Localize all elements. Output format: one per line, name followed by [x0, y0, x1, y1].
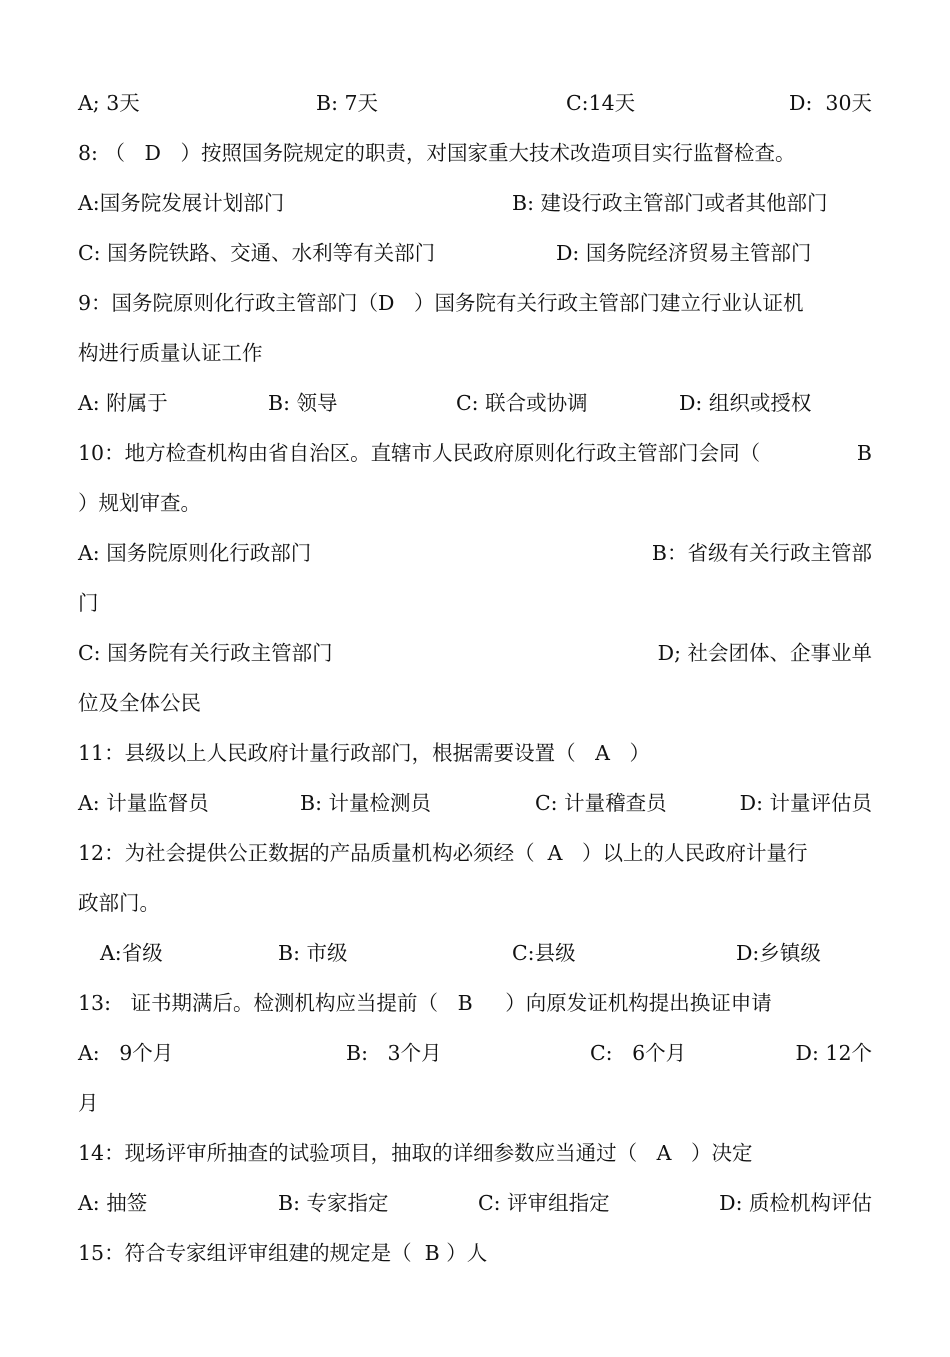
option-c: C: 评审组指定 [478, 1191, 610, 1215]
option-c: C:县级 [512, 941, 576, 965]
question-11: 11：县级以上人民政府计量行政部门，根据需要设置（ A ） [78, 741, 650, 765]
question-10-text: 10：地方检查机构由省自治区。直辖市人民政府原则化行政主管部门会同（ [78, 441, 761, 465]
option-b: B: 专家指定 [278, 1191, 389, 1215]
q8-options-row-1 [78, 189, 872, 217]
q7-options-row [78, 89, 872, 117]
option-b: B: 市级 [278, 941, 348, 965]
question-10-line-1 [78, 439, 872, 467]
q9-options-row [78, 389, 872, 417]
option-c: C: 国务院有关行政主管部门 [78, 641, 333, 665]
q10-options-row-1 [78, 539, 872, 567]
option-c: C: 计量稽查员 [535, 791, 667, 815]
option-b: B：省级有关行政主管部 [651, 541, 872, 565]
option-d: D; 社会团体、企事业单 [657, 641, 872, 665]
option-b-continued: 门 [78, 591, 99, 615]
question-8: 8: （ D ）按照国务院规定的职责，对国家重大技术改造项目实行监督检查。 [78, 141, 796, 165]
q11-options-row [78, 789, 872, 817]
question-12-line-1: 12：为社会提供公正数据的产品质量机构必须经（ A ）以上的人民政府计量行 [78, 841, 808, 865]
question-13: 13: 证书期满后。检测机构应当提前（ B ）向原发证机构提出换证申请 [78, 991, 772, 1015]
option-d: D: 组织或授权 [679, 391, 812, 415]
option-d: D: 质检机构评估 [719, 1191, 872, 1215]
option-c: C: 联合或协调 [456, 391, 588, 415]
option-a: A: 附属于 [78, 391, 168, 415]
option-b: B: 领导 [268, 391, 338, 415]
question-12-line-2: 政部门。 [78, 891, 160, 915]
option-b: B: 建设行政主管部门或者其他部门 [512, 191, 828, 215]
q14-options-row [78, 1189, 872, 1217]
option-d: D: 30天 [789, 91, 872, 115]
option-a: A: 抽签 [78, 1191, 148, 1215]
option-a: A:省级 [100, 941, 163, 965]
option-d: D: 12个 [795, 1041, 872, 1065]
question-9-line-1: 9：国务院原则化行政主管部门（D ）国务院有关行政主管部门建立行业认证机 [78, 291, 804, 315]
option-d: D:乡镇级 [736, 941, 821, 965]
q13-options-row [78, 1039, 872, 1067]
question-14: 14：现场评审所抽查的试验项目，抽取的详细参数应当通过（ A ）决定 [78, 1141, 753, 1165]
option-d-continued: 月 [78, 1091, 99, 1115]
option-a: A: 国务院原则化行政部门 [78, 541, 312, 565]
q8-options-row-2 [78, 239, 872, 267]
option-a: A: 计量监督员 [78, 791, 209, 815]
q10-options-row-2 [78, 639, 872, 667]
option-c: C: 国务院铁路、交通、水利等有关部门 [78, 241, 436, 265]
option-a: A; 3天 [78, 91, 140, 115]
option-a: A: 9个月 [78, 1041, 174, 1065]
option-b: B: 计量检测员 [300, 791, 431, 815]
option-c: C: 6个月 [590, 1041, 687, 1065]
q12-options-row [78, 939, 872, 967]
option-d-continued: 位及全体公民 [78, 691, 201, 715]
question-10-line-2: ）规划审查。 [78, 491, 201, 515]
option-a: A:国务院发展计划部门 [78, 191, 285, 215]
option-c: C:14天 [566, 91, 636, 115]
question-9-line-2: 构进行质量认证工作 [78, 341, 263, 365]
option-b: B: 7天 [316, 91, 379, 115]
option-d: D: 计量评估员 [739, 791, 872, 815]
option-b: B: 3个月 [346, 1041, 442, 1065]
question-10-answer: B [856, 441, 872, 465]
question-15: 15：符合专家组评审组建的规定是（ B ）人 [78, 1241, 488, 1265]
option-d: D: 国务院经济贸易主管部门 [556, 241, 812, 265]
